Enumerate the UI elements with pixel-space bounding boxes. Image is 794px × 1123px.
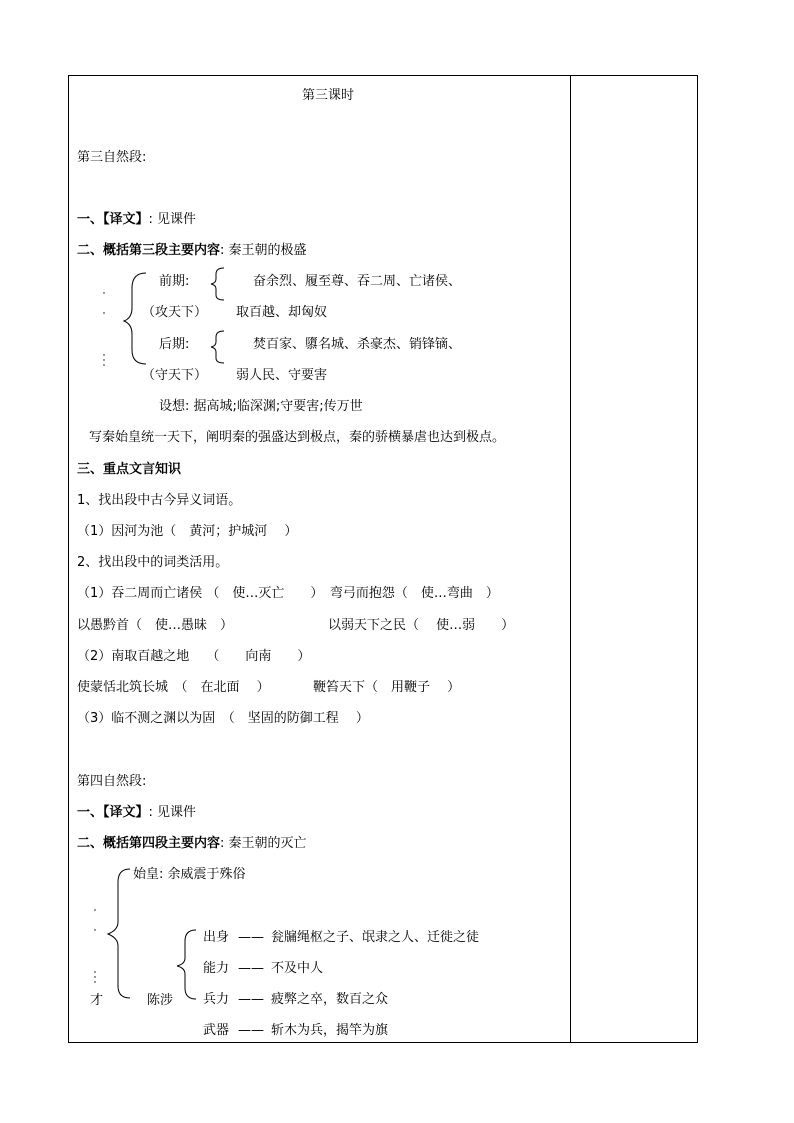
nengli-value: 不及中人 [271, 961, 324, 976]
late-sub: （守天下） [142, 368, 208, 383]
sec3-heading: 第三自然段: [77, 150, 147, 165]
wuqi-dash: —— [238, 1023, 264, 1038]
bingli-value: 疲弊之卒，数百之众 [271, 992, 389, 1007]
conclusion: 写秦始皇统一天下，阐明秦的强盛达到极点，秦的骄横暴虐也达到极点。 [89, 430, 506, 445]
early-line1: 奋余烈、履至尊、吞二周、亡诸侯、 [253, 274, 462, 289]
sec4-translation-value: : 见课件 [148, 805, 197, 820]
wuqi-label: 武器 [203, 1023, 230, 1038]
bingli-dash: —— [238, 992, 264, 1007]
chushen-label: 出身 [203, 930, 230, 945]
sec4-summary-label: 二、概括第四段主要内容 [77, 836, 221, 851]
sec4-summary-value: : 秦王朝的灭亡 [220, 836, 307, 851]
answer-2b-left: 以愚黔首（ 使…愚昧 ） [77, 618, 234, 633]
sec4-heading: 第四自然段: [77, 774, 147, 789]
chushen-value: 瓮牖绳枢之子、氓隶之人、迁徙之徒 [271, 930, 480, 945]
answer-2d-right: 鞭笞天下（ 用鞭子 ） [313, 680, 461, 695]
answer-2b-right: 以弱天下之民（ 使…弱 ） [328, 618, 515, 633]
sec3-translation [77, 212, 196, 228]
late-line1: 焚百家、隳名城、杀豪杰、销锋镝、 [253, 337, 462, 352]
question-1: 1、找出段中古今异义词语。 [77, 493, 242, 508]
chensheng-label: 陈涉 [147, 993, 174, 1008]
answer-1: （1）因河为池（ 黄河；护城河 ） [77, 524, 298, 539]
late-label: 后期: [159, 337, 190, 352]
sec4-translation [77, 805, 196, 821]
question-2: 2、找出段中的词类活用。 [77, 555, 229, 570]
answer-2e: （3）临不测之渊以为固 （ 坚固的防御工程 ） [77, 711, 369, 726]
sec3-summary [77, 243, 307, 259]
cai-label: 才 [90, 993, 104, 1008]
sec3-summary-label: 二、概括第三段主要内容 [77, 243, 221, 258]
column-divider [570, 75, 571, 1043]
answer-2c: （2）南取百越之地 （ 向南 ） [77, 649, 311, 664]
sec4-translation-label: 一、【译文】 [77, 805, 149, 820]
sec3-summary-value: : 秦王朝的极盛 [220, 243, 307, 258]
nengli-dash: —— [238, 961, 264, 976]
wuqi-value: 斩木为兵，揭竿为旗 [271, 1023, 389, 1038]
nengli-label: 能力 [203, 961, 230, 976]
assume-line: 设想: 据高城;临深渊;守要害;传万世 [159, 399, 363, 414]
knowledge-heading: 三、重点文言知识 [77, 462, 182, 477]
sec3-translation-label: 一、【译文】 [77, 212, 149, 227]
early-label: 前期: [159, 274, 190, 289]
sec4-summary [77, 836, 307, 852]
page-title: 第三课时 [302, 88, 355, 103]
chushen-dash: —— [238, 930, 264, 945]
shihuang-line: 始皇: 余威震于殊俗 [133, 867, 246, 882]
late-line2: 弱人民、守要害 [236, 368, 328, 383]
early-sub: （攻天下） [142, 305, 208, 320]
sec3-translation-value: : 见课件 [148, 212, 197, 227]
answer-2a: （1）吞二周而亡诸侯 （ 使…灭亡 ） 弯弓而抱怨（ 使…弯曲 ） [77, 586, 499, 601]
answer-2d-left: 使蒙恬北筑长城 （ 在北面 ） [77, 680, 270, 695]
bingli-label: 兵力 [203, 992, 230, 1007]
early-line2: 取百越、却匈奴 [236, 305, 328, 320]
